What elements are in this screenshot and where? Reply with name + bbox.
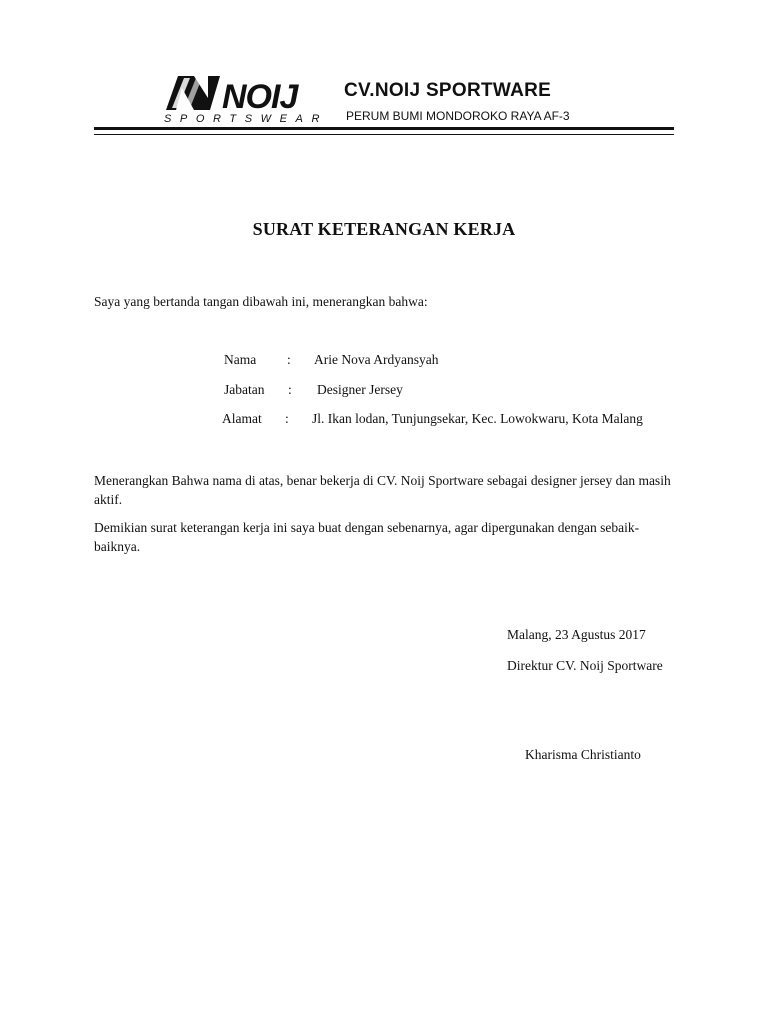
field-value-jabatan: Designer Jersey [317,382,403,397]
company-name: CV.NOIJ SPORTWARE [344,80,552,101]
header-rule-thin [94,134,674,135]
signer-name: Kharisma Christianto [525,747,641,762]
company-logo [164,74,334,124]
field-colon-nama: : [287,352,291,367]
field-label-alamat: Alamat [222,411,262,426]
intro-text: Saya yang bertanda tangan dibawah ini, menerangkan bahwa: [94,294,428,309]
statement-paragraph: Menerangkan Bahwa nama di atas, benar bekerja di CV. Noij Sportware sebagai designer jersey dan masih aktif. [94,473,671,507]
document-title: SURAT KETERANGAN KERJA [252,219,516,239]
field-value-alamat: Jl. Ikan lodan, Tunjungsekar, Kec. Lowokwaru, Kota Malang [312,411,643,426]
place-date: Malang, 23 Agustus 2017 [507,627,646,642]
field-label-jabatan: Jabatan [224,382,265,397]
field-colon-alamat: : [285,411,289,426]
field-value-nama: Arie Nova Ardyansyah [314,352,439,367]
letterhead [0,0,768,150]
svg-text:SPORTSWEAR: SPORTSWEAR [164,113,329,124]
company-address: PERUM BUMI MONDOROKO RAYA AF-3 [346,109,570,123]
field-colon-jabatan: : [288,382,292,397]
signer-position: Direktur CV. Noij Sportware [507,658,663,673]
closing-paragraph: Demikian surat keterangan kerja ini saya buat dengan sebenarnya, agar dipergunakan dengan sebaik-baiknya. [94,520,640,554]
field-label-nama: Nama [224,352,257,367]
svg-text:NOIJ: NOIJ [222,78,298,116]
header-rule-thick [94,127,674,130]
